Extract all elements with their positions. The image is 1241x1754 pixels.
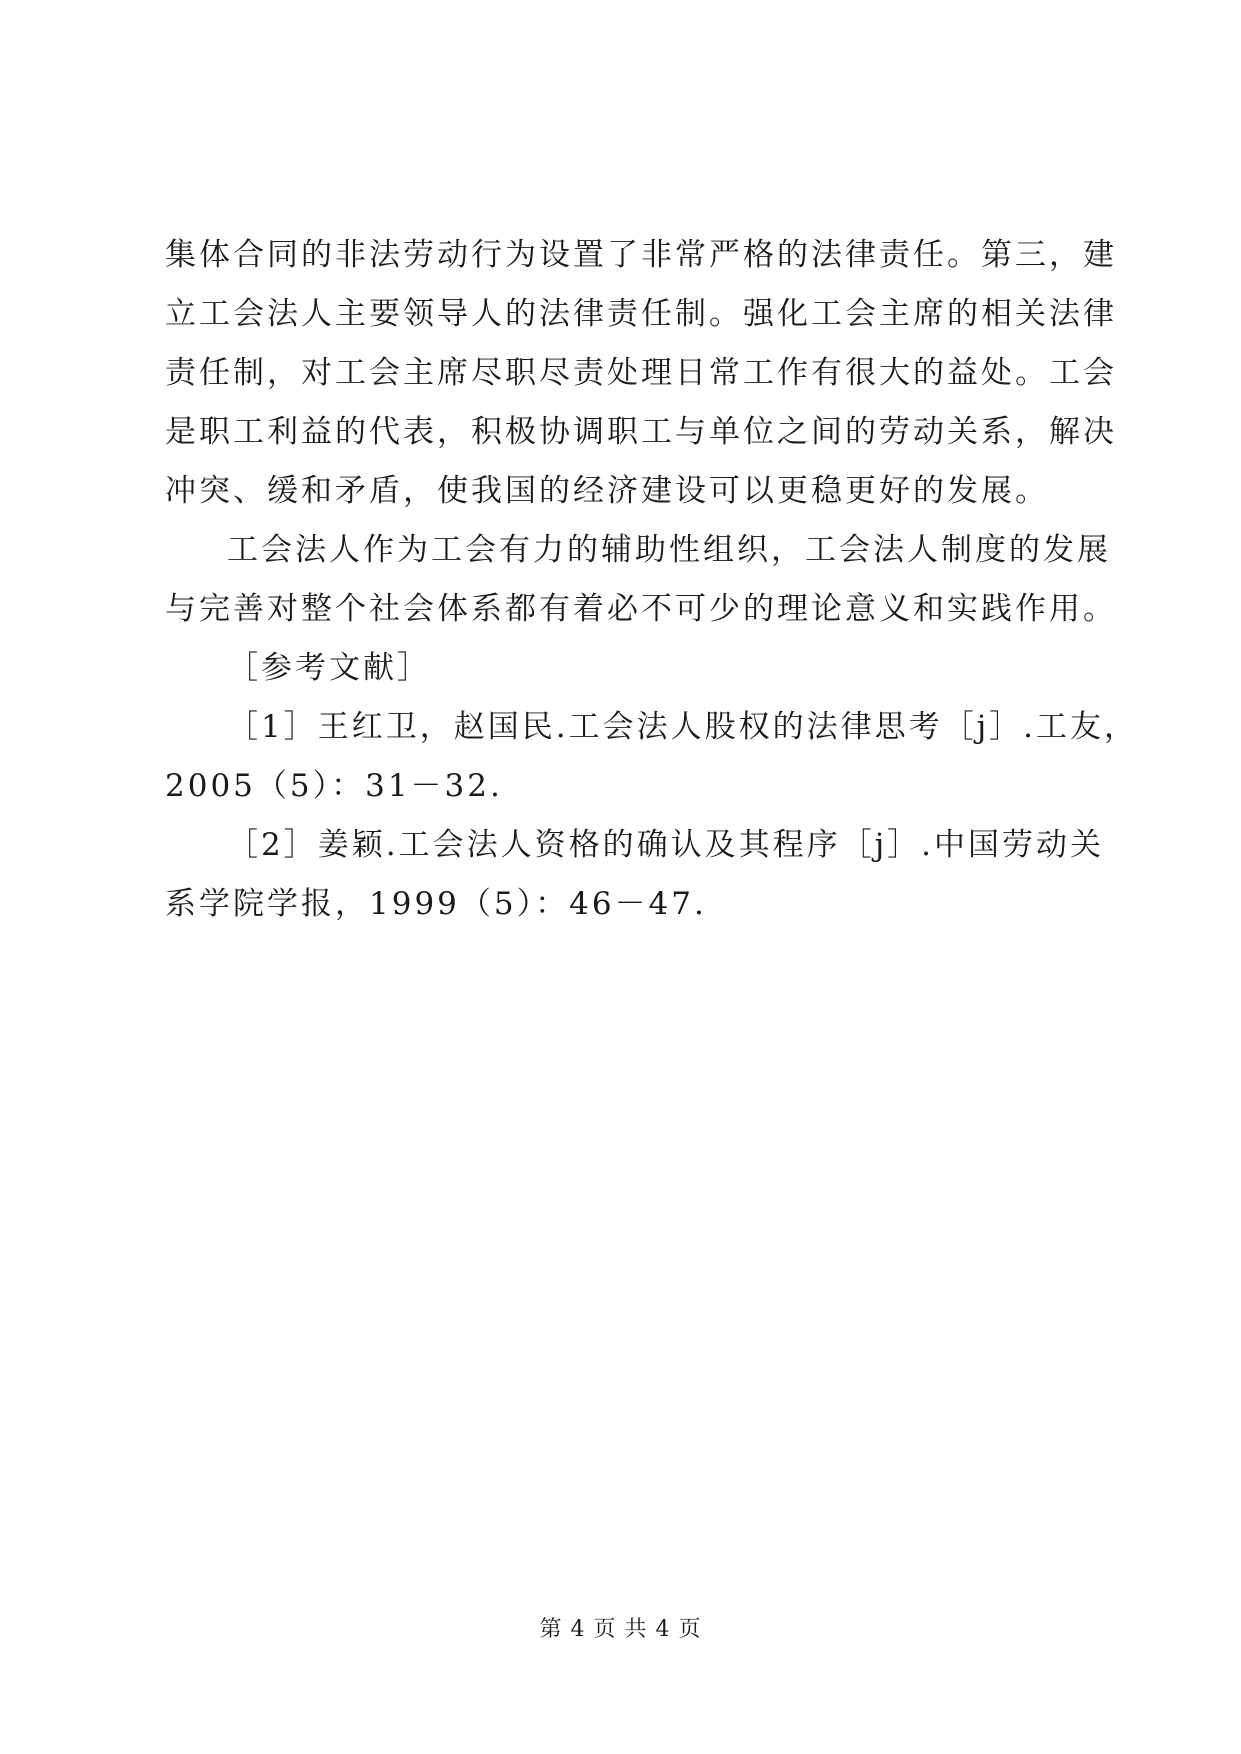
references-heading: ［参考文献］ [227,650,431,686]
paragraph-start-line: 工会法人作为工会有力的辅助性组织，工会法人制度的发展 [227,532,1111,568]
text-line: 立工会法人主要领导人的法律责任制。强化工会主席的相关法律 [165,296,1117,332]
reference-item-1: ［1］王红卫，赵国民.工会法人股权的法律思考［j］.工友， [227,709,1139,745]
document-body [165,226,1139,934]
text-line: 责任制，对工会主席尽职尽责处理日常工作有很大的益处。工会 [165,355,1117,391]
text-line: 集体合同的非法劳动行为设置了非常严格的法律责任。第三，建 [165,237,1117,273]
reference-item-2: ［2］姜颖.工会法人资格的确认及其程序［j］.中国劳动关 [227,827,1105,863]
text-line: 是职工利益的代表，积极协调职工与单位之间的劳动关系，解决 [165,414,1117,450]
text-line: 冲突、缓和矛盾，使我国的经济建设可以更稳更好的发展。 [165,473,1049,509]
text-line: 与完善对整个社会体系都有着必不可少的理论意义和实践作用。 [165,591,1117,627]
reference-item-2-continued: 系学院学报，1999（5）：46－47. [165,886,707,922]
page-footer [0,1612,1241,1643]
page-number: 第 4 页 共 4 页 [539,1617,702,1642]
reference-item-1-continued: 2005（5）：31－32. [165,768,503,804]
